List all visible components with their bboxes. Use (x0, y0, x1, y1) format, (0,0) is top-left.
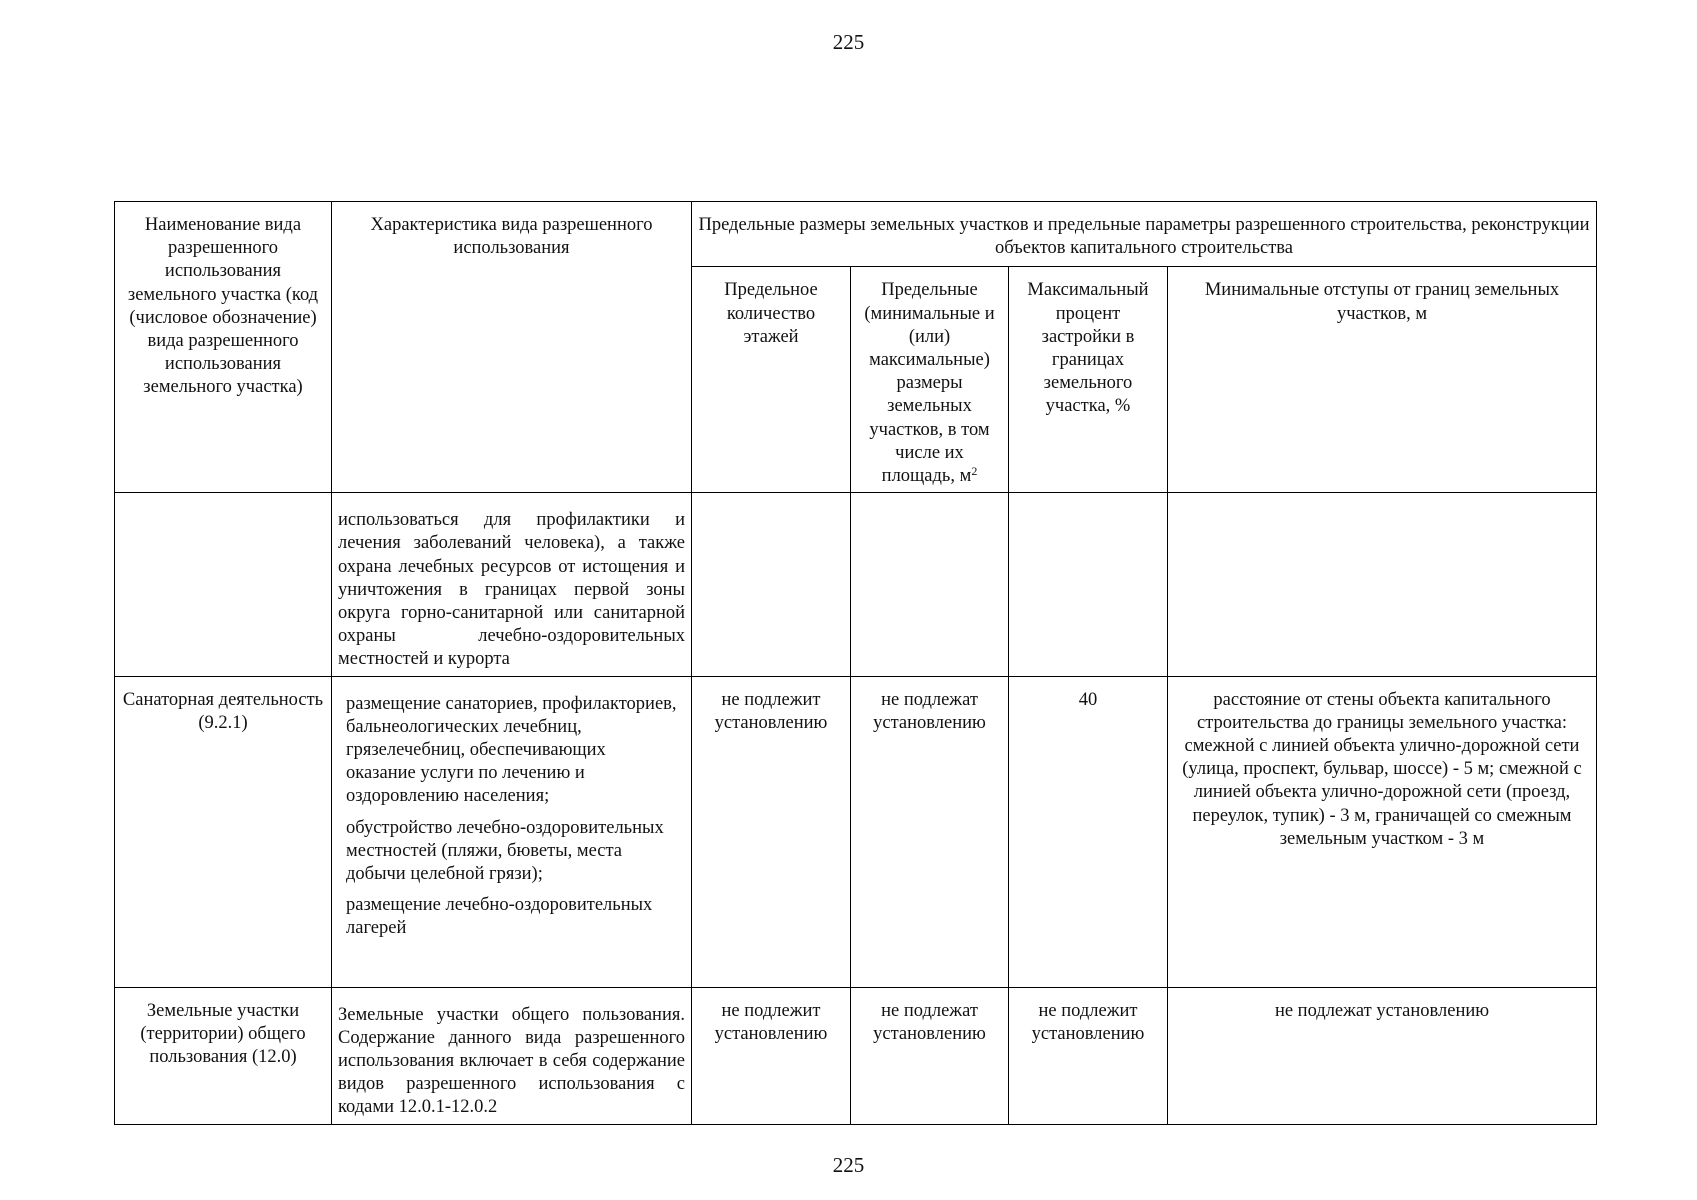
description-item: размещение лечебно-оздоровительных лагерей (346, 895, 653, 939)
row-setbacks: расстояние от стены объекта капитального строительства до границы земельного участка: смежной с линией объекта улично-дорожной сети (улица, проспект, бульвар, шоссе) - 5 м; смежной с линией объекта улично-дорожной сети (проезд, переулок, тупик) - 3 м, граничащей со смежным земельным участком - 3 м (1168, 676, 1597, 987)
row-setbacks (1168, 493, 1597, 676)
row-floors: не подлежит установлению (692, 987, 851, 1124)
row-sizes: не подлежат установлению (851, 987, 1009, 1124)
row-percent (1009, 493, 1168, 676)
row-setbacks: не подлежат установлению (1168, 987, 1597, 1124)
table-row (115, 987, 1597, 1124)
description-item: размещение санаториев, профилакториев, бальнеологических лечебниц, грязелечебниц, обеспечивающих оказание услуги по лечению и оздоровлению населения; (346, 693, 677, 807)
row-name: Санаторная деятельность (9.2.1) (115, 676, 332, 987)
header-build-percent: Максимальный процент застройки в границах земельного участка, % (1009, 267, 1168, 493)
row-description: Земельные участки общего пользования. Содержание данного вида разрешенного использования включает в себя содержание видов разрешенного использования с кодами 12.0.1-12.0.2 (332, 987, 692, 1124)
description-item: обустройство лечебно-оздоровительных местностей (пляжи, бюветы, места добычи целебной грязи); (346, 817, 664, 885)
row-sizes: не подлежат установлению (851, 676, 1009, 987)
header-setbacks: Минимальные отступы от границ земельных участков, м (1168, 267, 1597, 493)
header-row-1 (115, 202, 1597, 267)
page-number-bottom: 225 (832, 1153, 865, 1177)
table-row (115, 493, 1597, 676)
header-plot-sizes (851, 267, 1009, 493)
row-description (332, 676, 692, 987)
header-use-name: Наименование вида разрешенного использования земельного участка (код (числовое обозначение) вида разрешенного использования земельного участка) (115, 202, 332, 493)
row-floors: не подлежит установлению (692, 676, 851, 987)
row-percent: 40 (1009, 676, 1168, 987)
header-use-description: Характеристика вида разрешенного использования (332, 202, 692, 493)
row-floors (692, 493, 851, 676)
row-name: Земельные участки (территории) общего пользования (12.0) (115, 987, 332, 1124)
header-floors: Предельное количество этажей (692, 267, 851, 493)
header-plot-sizes-text: Предельные (минимальные и (или) максимальные) размеры земельных участков, в том числе их площадь, м (864, 280, 995, 487)
row-percent: не подлежит установлению (1009, 987, 1168, 1124)
page-number-top: 225 (832, 30, 865, 54)
header-limits-group: Предельные размеры земельных участков и предельные параметры разрешенного строительства, реконструкции объектов капитального строительства (692, 202, 1597, 267)
header-plot-sizes-sup: 2 (971, 464, 978, 479)
row-description: использоваться для профилактики и лечения заболеваний человека), а также охрана лечебных ресурсов от истощения и уничтожения в границах первой зоны округа горно-санитарной или санитарной охраны лечебно-оздоровительных местностей и курорта (332, 493, 692, 676)
table-row (115, 676, 1597, 987)
row-name (115, 493, 332, 676)
regulations-table (114, 201, 1597, 1125)
row-sizes (851, 493, 1009, 676)
